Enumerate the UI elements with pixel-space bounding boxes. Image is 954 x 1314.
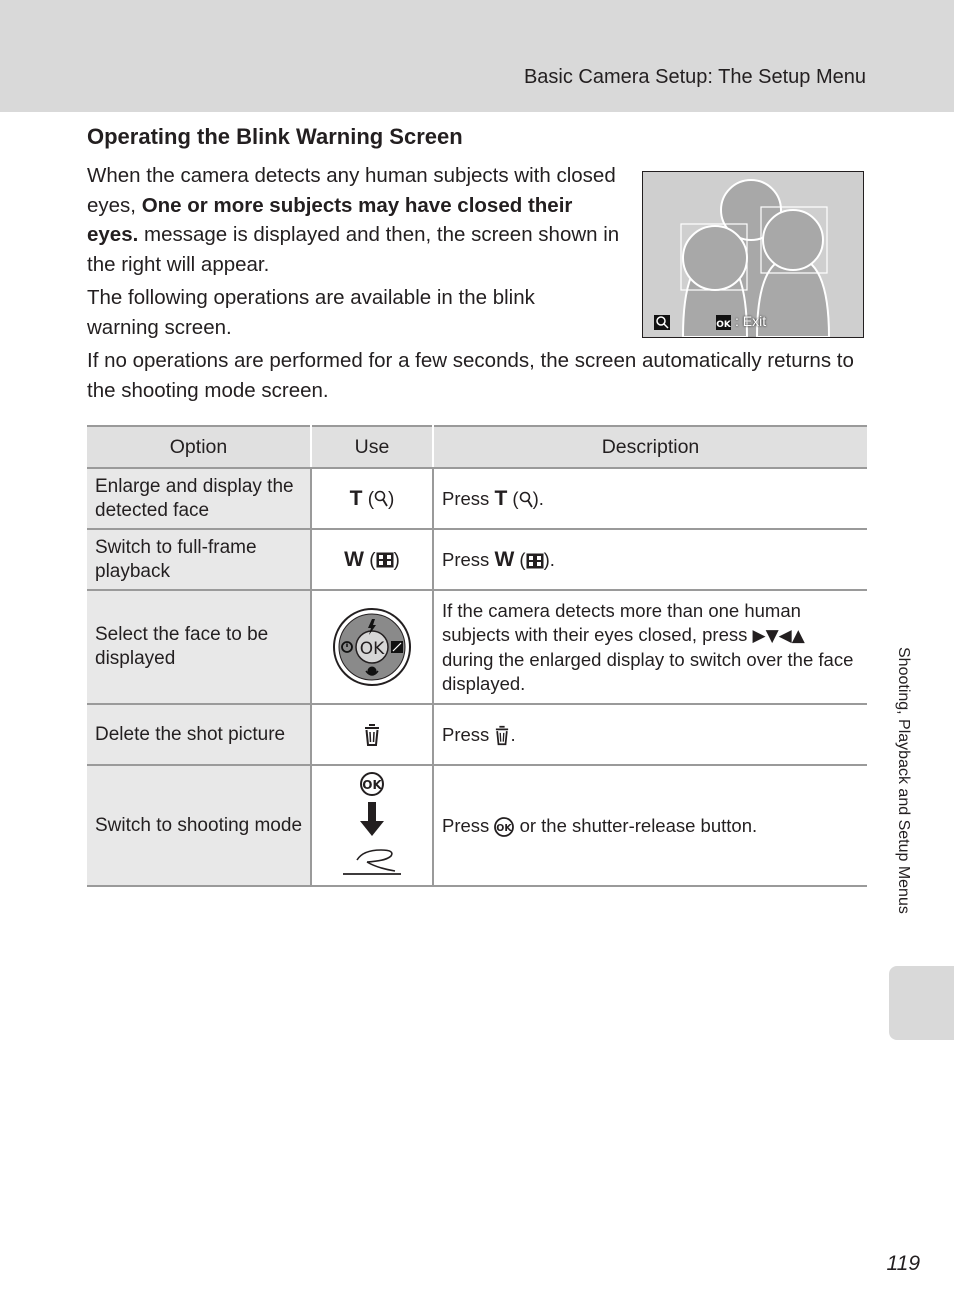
option-cell: Enlarge and display the detected face: [87, 468, 311, 529]
intro-paragraph-1: [87, 161, 627, 279]
column-header-description: Description: [433, 426, 867, 468]
page-number: 119: [886, 1252, 920, 1275]
option-cell: Switch to full-frame playback: [87, 529, 311, 590]
trash-icon: [363, 723, 381, 747]
svg-text:OK: OK: [362, 777, 382, 792]
table-row: [87, 468, 867, 529]
w-key-label: W: [494, 547, 515, 571]
zoom-in-icon: [519, 491, 533, 509]
zoom-in-icon: [374, 490, 388, 508]
description-text: Press: [442, 814, 495, 836]
description-text-end: or the shutter-release button.: [514, 814, 758, 836]
description-text: Press: [442, 487, 495, 509]
table-header-row: [87, 426, 867, 468]
blink-warning-screen-image: [642, 171, 864, 338]
arrow-keys-icon: ▶▼◀▲: [752, 625, 805, 646]
t-key-label: T: [494, 486, 508, 510]
ok-icon: [716, 315, 732, 330]
w-key-label: W: [344, 547, 364, 571]
description-text: Press: [442, 723, 495, 745]
ok-button-icon: [494, 817, 514, 837]
section-title: Operating the Blink Warning Screen: [87, 124, 463, 149]
table-row: [87, 704, 867, 765]
chapter-side-label: Shooting, Playback and Setup Menus: [895, 647, 912, 914]
svg-text:OK: OK: [359, 639, 385, 659]
zoom-icon: [654, 315, 670, 330]
operations-table: [87, 425, 867, 887]
description-cell: [433, 590, 867, 704]
table-row: [87, 529, 867, 590]
option-cell: Delete the shot picture: [87, 704, 311, 765]
description-cell: Press T ( ).: [433, 468, 867, 529]
table-row: [87, 590, 867, 704]
description-cell: [433, 765, 867, 886]
use-cell: T ( ): [311, 468, 433, 529]
column-header-option: Option: [87, 426, 311, 468]
description-text-end: .: [549, 548, 555, 570]
option-cell: Switch to shooting mode: [87, 765, 311, 886]
description-text-end: .: [510, 723, 516, 745]
intro-text-b: message is displayed and then, the screen shown in the right will appear.: [87, 223, 620, 276]
thumbnail-icon: [376, 552, 394, 568]
use-cell: W ( ): [311, 529, 433, 590]
use-cell: [311, 704, 433, 765]
description-text: Press: [442, 548, 495, 570]
intro-text-a: When the camera detects any human subjects with closed eyes,: [87, 164, 616, 217]
thumbnail-icon: [526, 553, 544, 569]
header-band: [0, 0, 954, 112]
message-text: One or more subjects may have closed their eyes.: [87, 193, 573, 246]
svg-text:OK: OK: [716, 320, 731, 330]
option-cell: Select the face to be displayed: [87, 590, 311, 704]
exit-label: : Exit: [735, 313, 767, 329]
description-cell: Press W ( ).: [433, 529, 867, 590]
use-cell: [311, 765, 433, 886]
column-header-use: Use: [311, 426, 433, 468]
table-row: [87, 765, 867, 886]
multi-selector-icon: [332, 607, 412, 687]
description-cell: [433, 704, 867, 765]
trash-icon: [494, 725, 510, 746]
chapter-tab: [889, 966, 954, 1040]
description-text-end: during the enlarged display to switch over the face displayed.: [442, 648, 854, 694]
intro-paragraph-2: The following operations are available in the blink warning screen.: [87, 286, 535, 339]
description-text: If the camera detects more than one human subjects with their eyes closed, press: [442, 599, 801, 645]
intro-paragraph-3: If no operations are performed for a few seconds, the screen automatically returns to the shooting mode screen.: [87, 349, 854, 402]
use-cell: [311, 590, 433, 704]
t-key-label: T: [349, 486, 363, 510]
svg-text:OK: OK: [496, 822, 513, 834]
header-title: Basic Camera Setup: The Setup Menu: [523, 66, 866, 88]
description-text-end: .: [538, 487, 544, 509]
ok-button-then-shutter-icon: [337, 770, 407, 882]
